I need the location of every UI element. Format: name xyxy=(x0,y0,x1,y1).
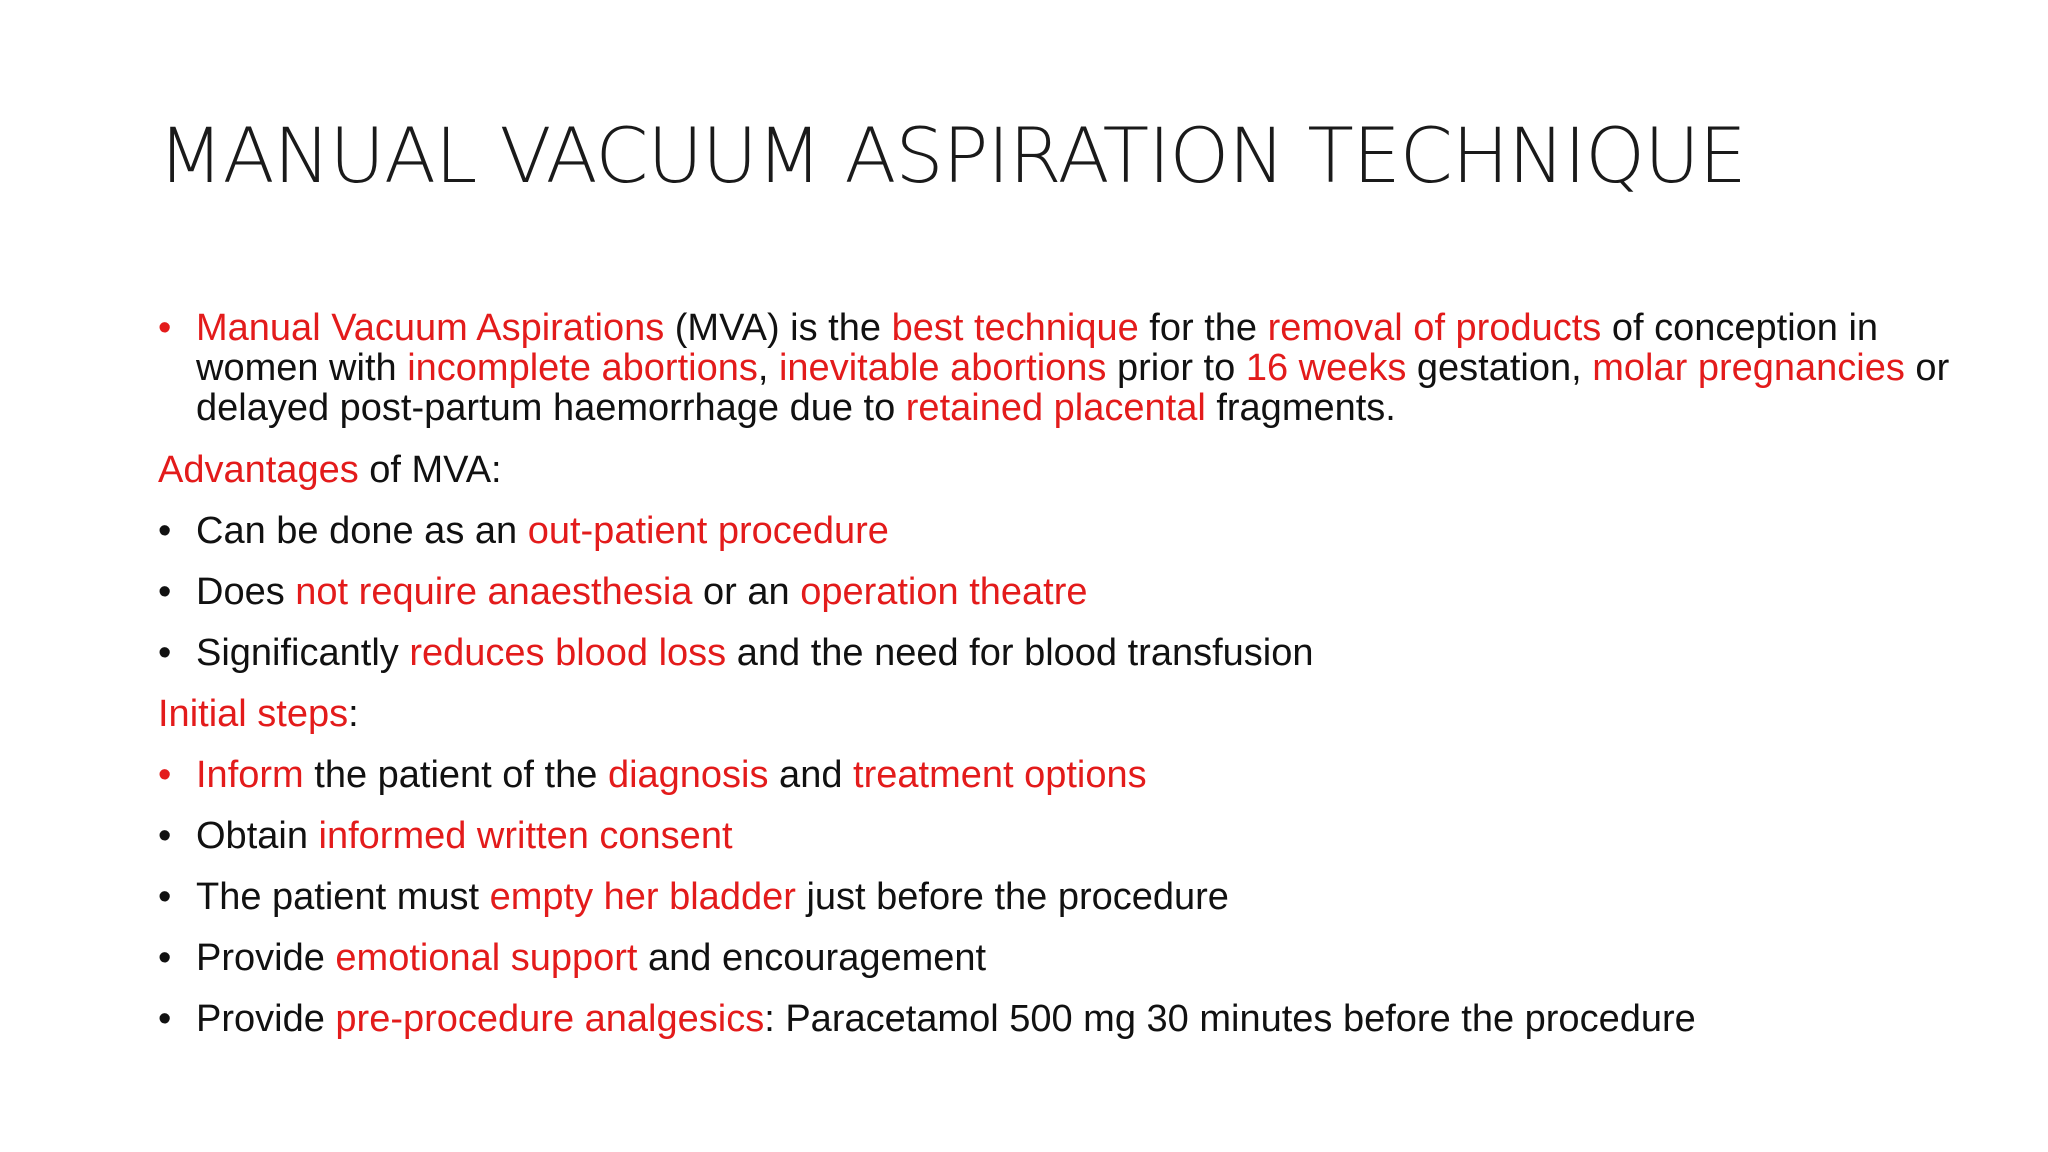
highlighted-text: not require anaesthesia xyxy=(295,571,693,613)
body-text: fragments. xyxy=(1205,387,1396,429)
body-text: or delayed post-partum haemorrhage due to xyxy=(196,347,1950,429)
bullet-glyph: • xyxy=(158,815,172,857)
list-item xyxy=(158,999,1978,1039)
list-item-text xyxy=(196,815,733,857)
list-item xyxy=(158,938,1978,978)
body-text: The patient must xyxy=(196,876,490,918)
body-text: Obtain xyxy=(196,815,319,857)
highlighted-text: empty her bladder xyxy=(489,876,796,918)
highlighted-text: best technique xyxy=(891,307,1139,349)
highlighted-text: inevitable abortions xyxy=(778,347,1107,389)
highlighted-text: 16 weeks xyxy=(1245,347,1407,389)
body-text: Can be done as an xyxy=(196,510,528,552)
highlighted-text: retained placental xyxy=(905,387,1206,429)
highlighted-text: removal of products xyxy=(1267,307,1602,349)
highlighted-text: Inform xyxy=(196,754,304,796)
body-text: gestation, xyxy=(1406,347,1593,389)
initial-steps-list xyxy=(158,755,1978,1039)
list-item-text xyxy=(196,998,1696,1040)
highlighted-text: molar pregnancies xyxy=(1592,347,1905,389)
body-text: and the need for blood transfusion xyxy=(726,632,1314,674)
body-text: and xyxy=(768,754,854,796)
body-text: Significantly xyxy=(196,632,410,674)
list-item-text xyxy=(196,876,1229,918)
bullet-glyph: • xyxy=(158,754,172,796)
advantages-heading xyxy=(158,450,1978,490)
list-item-text xyxy=(196,510,889,552)
body-text: : xyxy=(348,693,359,735)
highlighted-text: reduces blood loss xyxy=(409,632,727,674)
bullet-glyph: • xyxy=(158,571,172,613)
highlighted-text: Advantages xyxy=(158,449,359,491)
highlighted-text: out-patient procedure xyxy=(527,510,889,552)
highlighted-text: Initial steps xyxy=(158,693,349,735)
body-text: prior to xyxy=(1106,347,1246,389)
list-item-text xyxy=(196,632,1314,674)
list-item xyxy=(158,877,1978,917)
highlighted-text: informed written consent xyxy=(318,815,733,857)
highlighted-text: treatment options xyxy=(853,754,1147,796)
intro-bullet xyxy=(158,308,1978,428)
body-text: Provide xyxy=(196,998,336,1040)
bullet-glyph: • xyxy=(158,876,172,918)
highlighted-text: pre-procedure analgesics xyxy=(335,998,765,1040)
intro-text xyxy=(196,307,1949,429)
body-text: and encouragement xyxy=(637,937,987,979)
list-item-text xyxy=(196,754,1147,796)
initial-steps-heading xyxy=(158,694,1978,734)
bullet-glyph: • xyxy=(158,632,172,674)
body-text: for the xyxy=(1138,307,1268,349)
body-text: of conception in women with xyxy=(196,307,1879,389)
body-text: just before the procedure xyxy=(795,876,1229,918)
bullet-glyph: • xyxy=(158,307,172,349)
list-item xyxy=(158,755,1978,795)
highlighted-text: incomplete abortions xyxy=(407,347,758,389)
highlighted-text: diagnosis xyxy=(607,754,769,796)
body-text: the patient of the xyxy=(303,754,608,796)
list-item xyxy=(158,511,1978,551)
initial-steps-heading-text xyxy=(158,693,359,735)
bullet-glyph: • xyxy=(158,510,172,552)
advantages-heading-text xyxy=(158,449,502,491)
body-text: : Paracetamol 500 mg 30 minutes before the procedure xyxy=(764,998,1696,1040)
body-text: (MVA) is the xyxy=(664,307,892,349)
slide-title: MANUAL VACUUM ASPIRATION TECHNIQUE xyxy=(158,111,1746,200)
list-item-text xyxy=(196,937,986,979)
slide-content xyxy=(158,308,1978,1060)
list-item xyxy=(158,572,1978,612)
list-item-text xyxy=(196,571,1088,613)
body-text: Does xyxy=(196,571,296,613)
highlighted-text: emotional support xyxy=(335,937,638,979)
highlighted-text: operation theatre xyxy=(800,571,1088,613)
body-text: or an xyxy=(692,571,801,613)
body-text: , xyxy=(757,347,779,389)
advantages-list xyxy=(158,511,1978,673)
bullet-glyph: • xyxy=(158,937,172,979)
highlighted-text: Manual Vacuum Aspirations xyxy=(196,307,665,349)
bullet-glyph: • xyxy=(158,998,172,1040)
body-text: of MVA: xyxy=(358,449,502,491)
list-item xyxy=(158,816,1978,856)
list-item xyxy=(158,633,1978,673)
body-text: Provide xyxy=(196,937,336,979)
